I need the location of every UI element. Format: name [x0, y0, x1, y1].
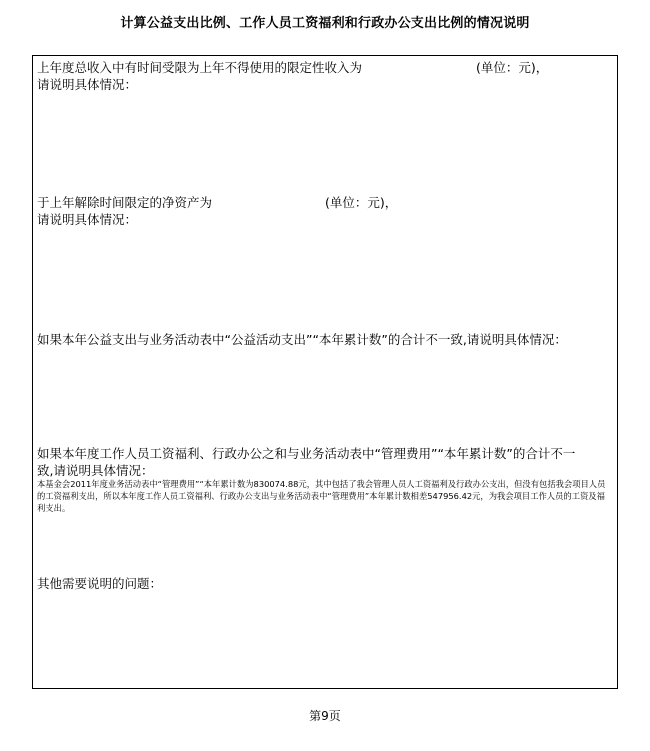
admin-cost-mismatch-line2: 致,请说明具体情况：: [37, 463, 154, 478]
public-welfare-mismatch-line: 如果本年公益支出与业务活动表中“公益活动支出”“本年累计数”的合计不一致,请说明具体情况：: [37, 332, 567, 347]
other-issues-line: 其他需要说明的问题：: [37, 576, 163, 591]
restricted-income-prompt: 请说明具体情况：: [37, 77, 138, 92]
restricted-income-line: 上年度总收入中有时间受限为上年不得使用的限定性收入为: [37, 60, 363, 75]
page-title: 计算公益支出比例、工作人员工资福利和行政办公支出比例的情况说明: [120, 16, 530, 31]
admin-cost-explanation: 本基金会2011年度业务活动表中“管理费用”“本年累计数为830074.88元，其中包括了我会管理人员人工资福利及行政办公支出，但没有包括我会项目人员的工资福利支出，所以本年度工作人员工资福利、行政办公支出与业务活动表中“管理费用”本年累计数相差547956.42元，为我会项目工作人员的工资及福利支出。: [37, 479, 606, 513]
released-net-assets-unit: (单位：元)，: [325, 195, 398, 210]
restricted-income-unit: (单位：元)，: [476, 60, 549, 75]
page-number: 第9页: [309, 709, 341, 723]
report-frame: [32, 55, 618, 689]
released-net-assets-line: 于上年解除时间限定的净资产为: [37, 195, 213, 210]
admin-cost-mismatch-line1: 如果本年度工作人员工资福利、行政办公之和与业务活动表中“管理费用”“本年累计数”的合计不一: [37, 446, 576, 461]
released-net-assets-prompt: 请说明具体情况：: [37, 212, 138, 227]
